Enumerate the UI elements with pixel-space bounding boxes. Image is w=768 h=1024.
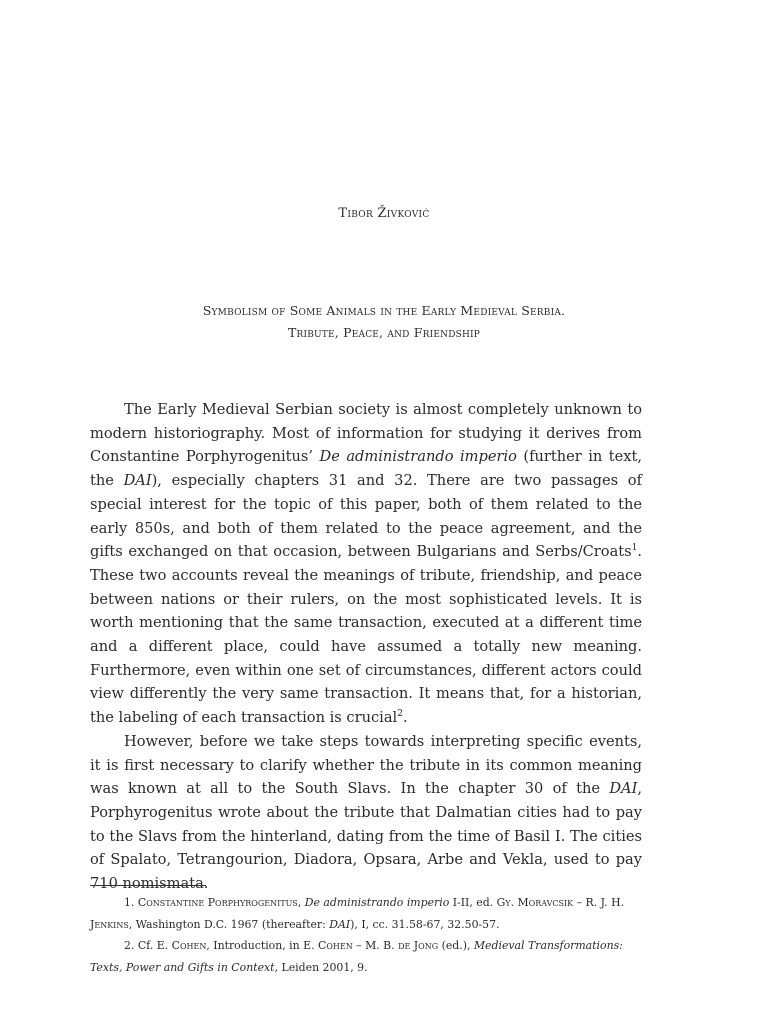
footnote-work: De administrando imperio <box>304 896 450 909</box>
footnote-text: , <box>297 896 305 909</box>
footnote-separator <box>90 885 206 886</box>
footnote-text: (ed.), <box>438 939 474 952</box>
footnote-ref-2[interactable]: 2 <box>397 709 403 720</box>
body-text <box>90 398 642 896</box>
footnote-text: , Washington D.C. 1967 (thereafter: <box>128 917 330 931</box>
italic-abbr: DAI <box>609 780 638 798</box>
footnote-text: I-II, ed. <box>449 896 497 909</box>
paper-title <box>0 300 768 344</box>
footnote-text: , Leiden 2001, 9. <box>274 960 368 974</box>
footnote-author: Constantine Porphyrogenitus <box>137 896 298 909</box>
footnote-1 <box>90 892 642 935</box>
footnote-abbr: DAI <box>329 917 351 931</box>
footnote-text: ), I, cc. 31.58-67, 32.50-57. <box>350 917 500 931</box>
italic-title: De administrando imperio <box>319 448 517 466</box>
author-name: Tibor Živković <box>338 206 430 221</box>
paragraph-text: . These two accounts reveal the meanings of tribute, friendship, and peace between nations or their rulers, on the most sophisticated levels. It is worth mentioning that the same transaction, executed at a different time and a different place, could have assumed a totally new meaning. Furthermore, even within one set of circumstances, different actors could view differently the very same transaction. It means that, for a historian, the labeling of each transaction is crucial <box>90 543 642 727</box>
footnote-editors: E. Cohen – M. B. de Jong <box>303 939 439 952</box>
footnote-work: Medieval Transformations: Texts, Power and Gifts in Context <box>90 939 623 974</box>
paragraph-1 <box>90 398 642 730</box>
footnote-text: , Introduction, in <box>206 939 304 952</box>
title-line-1: Symbolism of Some Animals in the Early Medieval Serbia. <box>202 303 566 318</box>
footnote-2 <box>90 935 642 978</box>
footnote-author: E. Cohen <box>156 939 207 952</box>
footnote-number: 1. <box>124 896 138 909</box>
paragraph-text: ), especially chapters 31 and 32. There are two passages of special interest for the topic of this paper, both of them related to the early 850s, and both of them related to the peace agreement, and the gifts exchanged on that occasion, between Bulgarians and Serbs/Croats <box>90 472 643 561</box>
footnote-number: 2. Cf. <box>124 939 157 952</box>
paragraph-text: . <box>402 709 408 727</box>
footnotes <box>90 892 642 978</box>
italic-abbr: DAI <box>123 472 152 490</box>
paragraph-text: (further in text, the <box>90 448 642 490</box>
footnote-ref-1[interactable]: 1 <box>631 543 638 554</box>
paragraph-2 <box>90 730 642 896</box>
paragraph-text: , Porphyrogenitus wrote about the tribute that Dalmatian cities had to pay to the Slavs from the hinterland, dating from the time of Basil I. The cities of Spalato, Tetrangourion, Diadora, Opsara, Arbe and Vekla, used to pay 710 nomismata. <box>90 780 642 893</box>
title-line-2: Tribute, Peace, and Friendship <box>287 325 481 340</box>
paragraph-text: However, before we take steps towards interpreting specific events, it is first necessary to clarify whether the tribute in its common meaning was known at all to the South Slavs. In the chapter 30 of the <box>90 732 642 798</box>
paragraph-text: The Early Medieval Serbian society is almost completely unknown to modern historiography. Most of information for studying it derives from Constantine Porphyrogenitus’ <box>90 401 642 466</box>
footnote-editors: Gy. Moravcsik – R. J. H. Jenkins <box>90 896 625 931</box>
